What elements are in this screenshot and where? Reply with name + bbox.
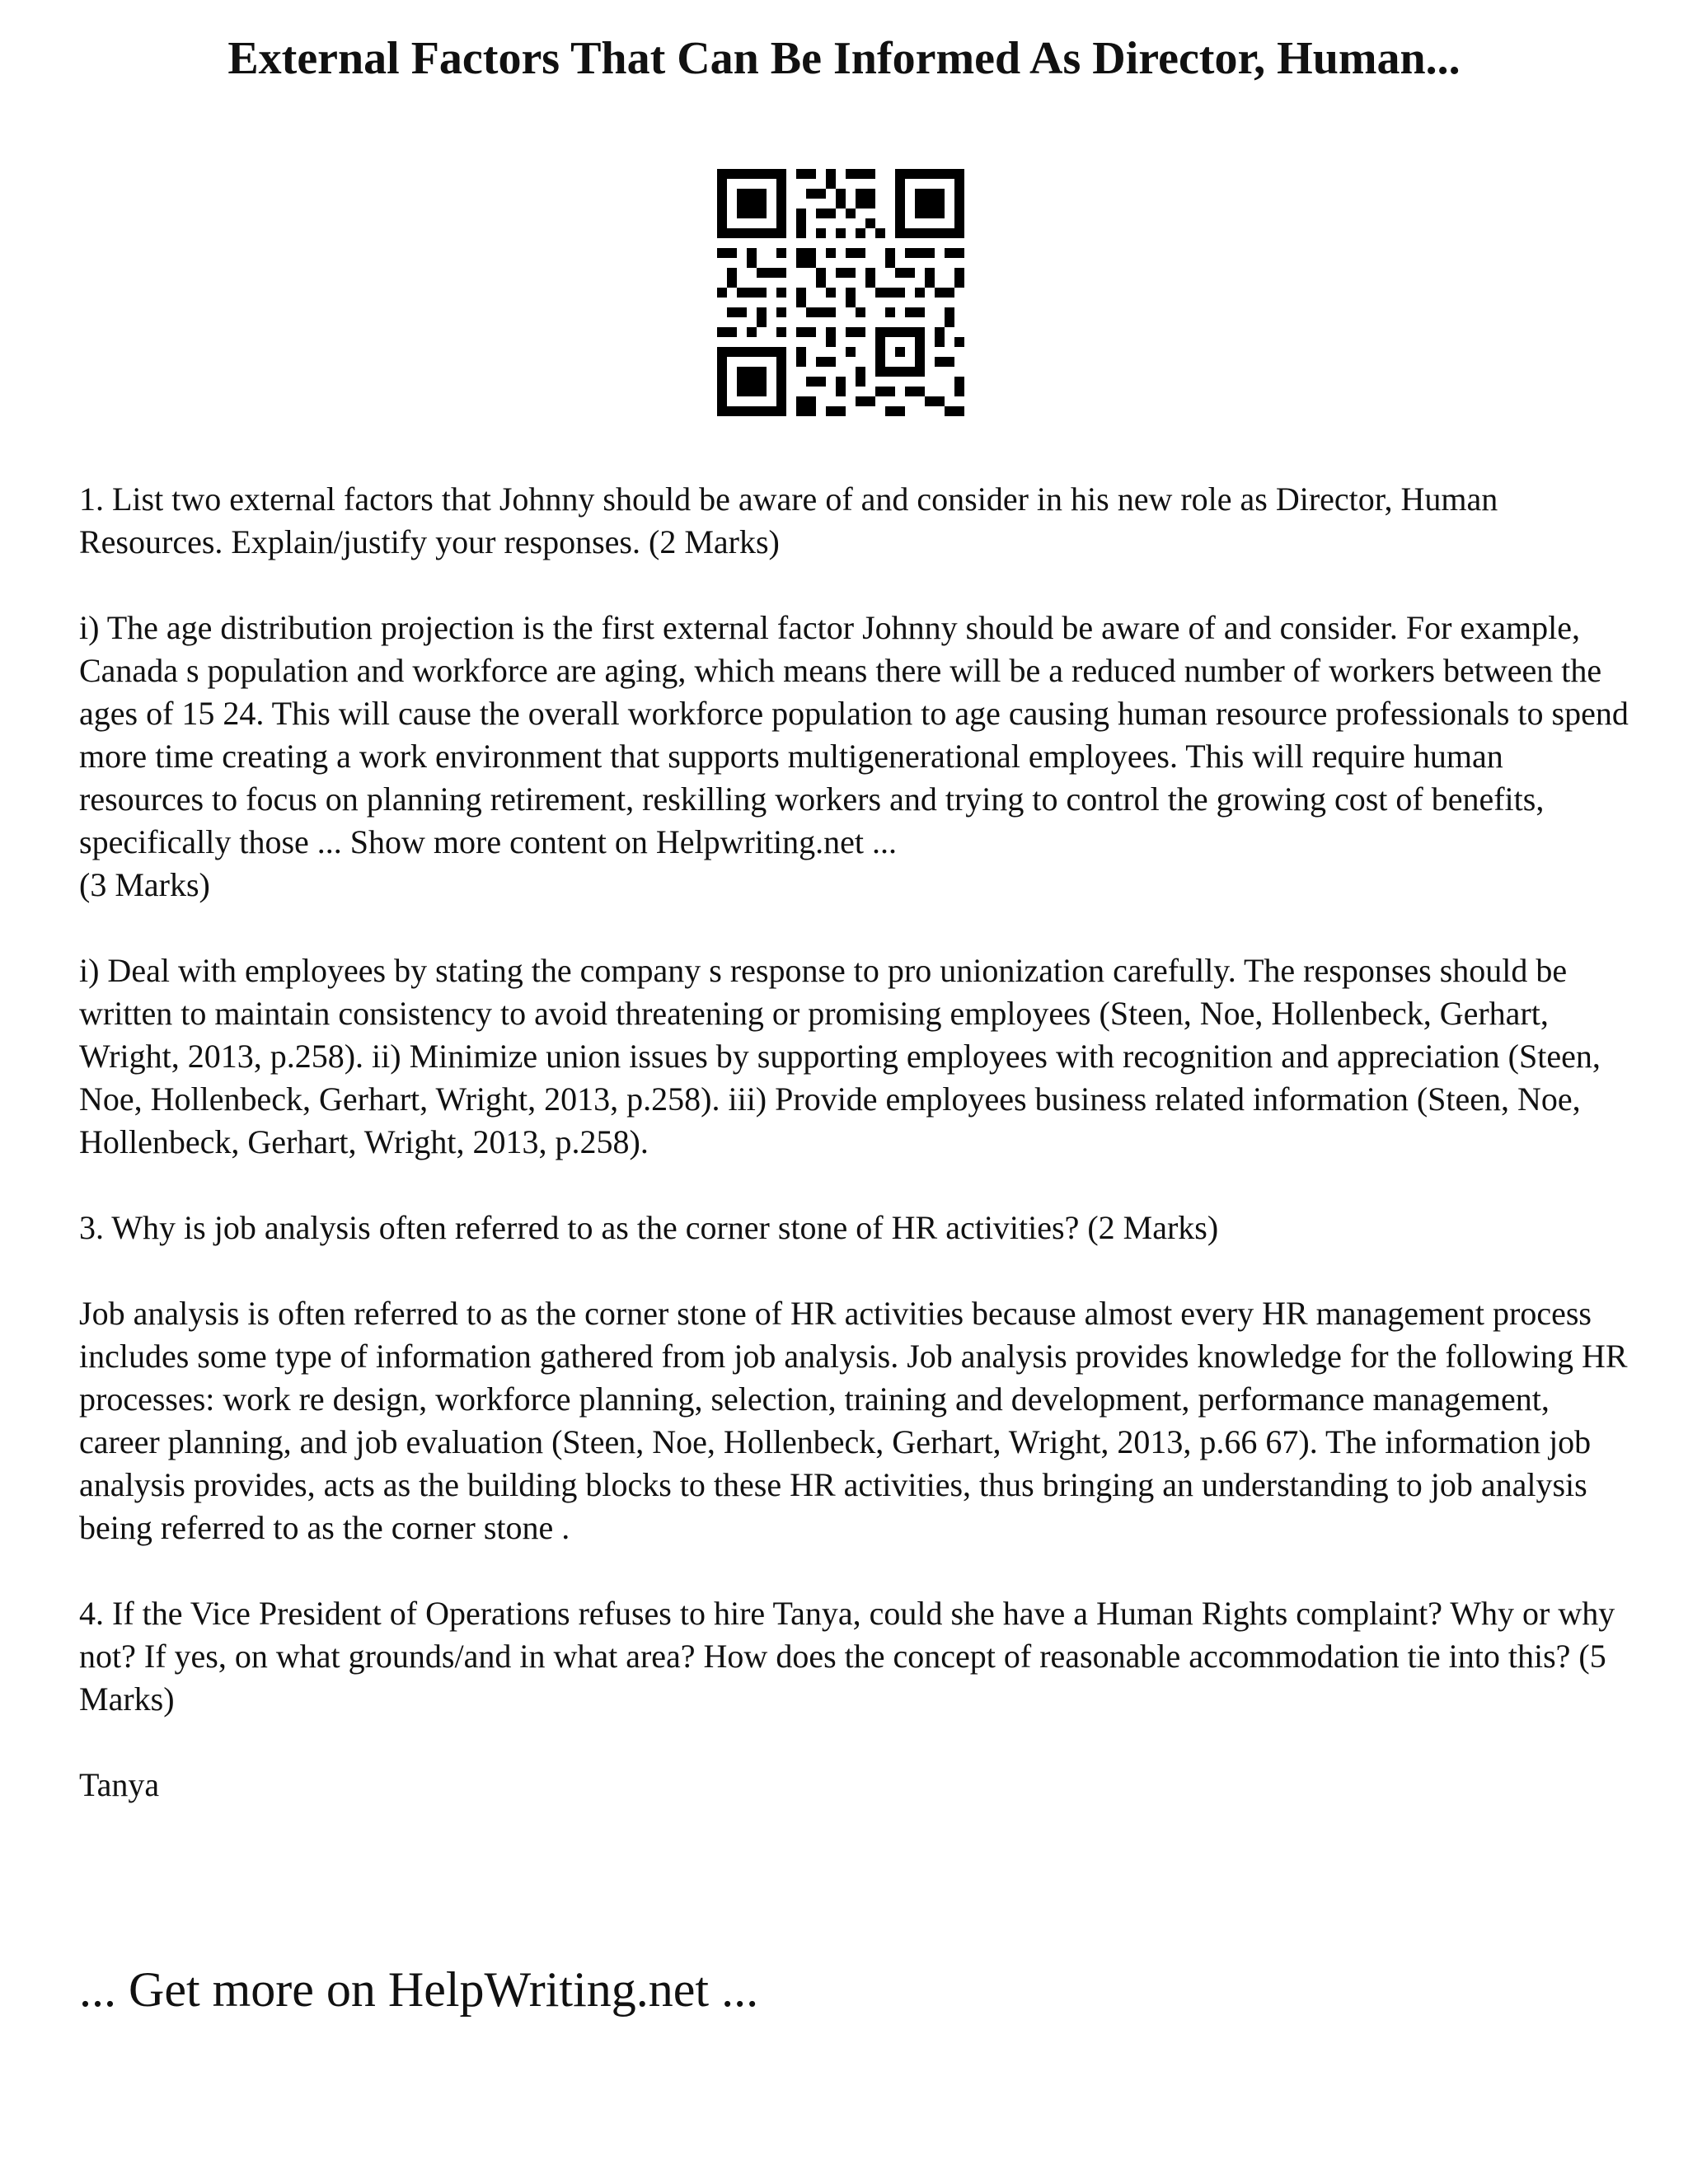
answer-3: Job analysis is often referred to as the corner stone of HR activities because almost every HR management process includes some type of information gathered from job analysis. Job analysis provides knowledge for the following HR processes: work re design, workforce planning, selection, training and development, performance management, career planning, and job evaluation (Steen, Noe, Hollenbeck, Gerhart, Wright, 2013, p.66 67). The information job analysis provides, acts as the building blocks to these HR activities, thus bringing an understanding to job analysis being referred to as the corner stone .	[79, 1295, 1628, 1546]
question-3: 3. Why is job analysis often referred to as the corner stone of HR activities? (2 Marks)	[79, 1209, 1219, 1246]
question-2-marks: (3 Marks)	[79, 866, 210, 903]
answer-4: Tanya	[79, 1766, 160, 1803]
qr-code-icon	[717, 169, 964, 416]
answer-2: i) Deal with employees by stating the company s response to pro unionization carefully. The responses should be written to maintain consistency to avoid threatening or promising employees (Steen, Noe, Hollenbeck, Gerhart, Wright, 2013, p.258). ii) Minimize union issues by supporting employees with recognition and appreciation (Steen, Noe, Hollenbeck, Gerhart, Wright, 2013, p.258). iii) Provide employees business related information (Steen, Noe, Hollenbeck, Gerhart, Wright, 2013, p.258).	[79, 952, 1601, 1160]
get-more-link[interactable]: ... Get more on HelpWriting.net ...	[79, 1962, 759, 2017]
document-title: External Factors That Can Be Informed As Director, Human...	[227, 33, 1461, 84]
answer-1: i) The age distribution projection is the first external factor Johnny should be aware of and consider. For example, Canada s population and workforce are aging, which means there will be a reduced number of workers between the ages of 15 24. This will cause the overall workforce population to age causing human resource professionals to spend more time creating a work environment that supports multigenerational employees. This will require human resources to focus on planning retirement, reskilling workers and trying to control the growing cost of benefits, specifically those ... Show more content on Helpwriting.net ...	[79, 609, 1629, 860]
question-4: 4. If the Vice President of Operations refuses to hire Tanya, could she have a Human Rights complaint? Why or why not? If yes, on what grounds/and in what area? How does the concept of reasonable accommodation tie into this? (5 Marks)	[79, 1595, 1615, 1718]
question-1: 1. List two external factors that Johnny should be aware of and consider in his new role as Director, Human Resources. Explain/justify your responses. (2 Marks)	[79, 480, 1498, 560]
document-body	[79, 478, 1629, 1807]
